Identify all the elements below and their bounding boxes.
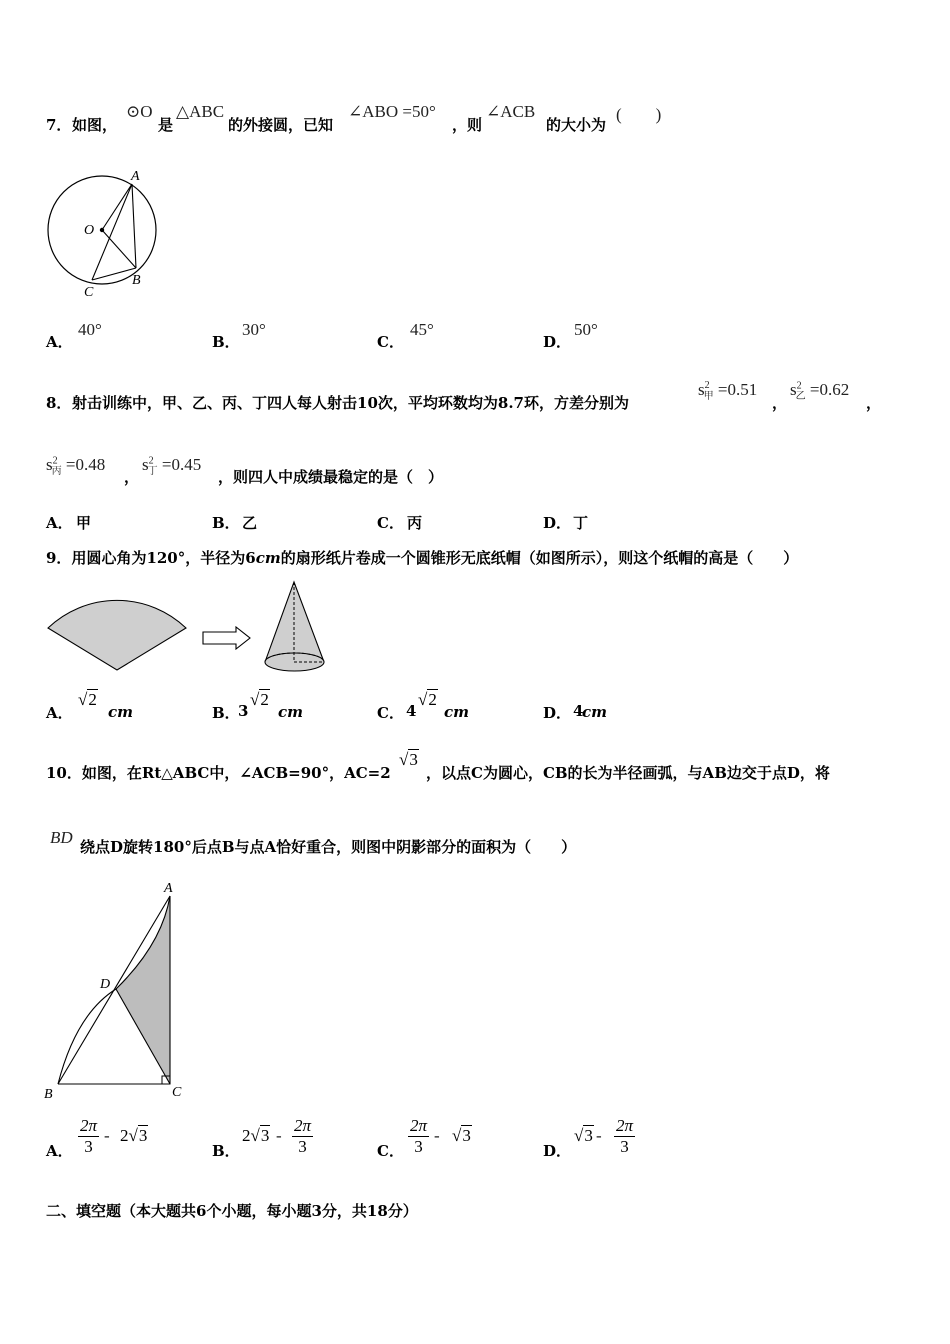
q7-label-c: C [84, 285, 94, 300]
q10-option-c-label[interactable]: C． [377, 1142, 404, 1160]
q7-figure [40, 164, 170, 304]
q7-label-a: A [131, 169, 140, 184]
q7-label-o: O [84, 223, 95, 238]
q8-comma-1: ， [772, 394, 788, 412]
q9-option-c-label[interactable]: C． [377, 704, 404, 722]
q10-option-b-label[interactable]: B． [212, 1142, 240, 1160]
q9-option-b-value: √2 [250, 690, 269, 709]
q10-option-c-sqrt: √3 [452, 1126, 471, 1145]
q8-option-a-value: 甲 [76, 514, 92, 532]
q10-label-c: C [172, 1085, 182, 1100]
q9-option-b-coef: 3 [238, 702, 249, 720]
q7-option-d-value: 50° [574, 320, 598, 339]
q7-text-1: 如图， [72, 116, 118, 134]
q9-option-d-coef: 4 [573, 702, 584, 720]
section-2-title: 二、填空题（本大题共6个小题，每小题3分，共18分） [46, 1202, 418, 1220]
q10-text-3: 绕点D旋转180°后点B与点A恰好重合，则图中阴影部分的面积为（ ） [80, 838, 577, 856]
q7-text-5: 的大小为 [546, 116, 607, 134]
q8-text-1: 射击训练中，甲、乙、丙、丁四人每人射击10次，平均环数均为8.7环，方差分别为 [72, 394, 629, 412]
q10-label-a: A [164, 881, 173, 896]
q9-sector-shape [48, 600, 186, 670]
q9-option-b-unit: cm [278, 703, 304, 721]
q10-option-d-frac: $\frac{2\pi}{3}$ [616, 1116, 634, 1156]
q9-number: 9．用圆心角为120°，半径为6cm的扇形纸片卷成一个圆锥形无底纸帽（如图所示），则这个纸帽的高是（ ） [46, 549, 799, 567]
q9-arrow-shape [203, 627, 250, 649]
q8-option-c-label[interactable]: C． [377, 514, 404, 532]
q9-figure [40, 578, 340, 678]
q7-option-c-value: 45° [410, 320, 434, 339]
q7-option-c-label[interactable]: C． [377, 333, 404, 351]
q8-variance-bing: $s^2_丙 =0.48$ [46, 455, 106, 478]
q7-label-b: B [132, 273, 141, 288]
q9-option-a-unit: cm [108, 703, 134, 721]
q10-option-a-sqrt: 2√3 [120, 1126, 148, 1145]
q8-option-b-value: 乙 [242, 514, 258, 532]
q10-option-b-sep: - [276, 1126, 282, 1145]
q8-option-c-value: 丙 [407, 514, 423, 532]
q8-text-2: ，则四人中成绩最稳定的是（ ） [218, 468, 444, 486]
q8-comma-2: ， [866, 394, 882, 412]
q10-option-b-frac: $\frac{2\pi}{3}$ [294, 1116, 312, 1156]
q9-option-a-value: √2 [78, 690, 97, 709]
q7-math-circle: ⊙O [126, 102, 153, 121]
q8-option-d-value: 丁 [573, 514, 589, 532]
q9-option-d-unit: cm [582, 703, 608, 721]
q8-option-a-label[interactable]: A． [46, 514, 73, 532]
q7-math-angle-abo: ∠ABO =50° [348, 102, 436, 121]
q9-option-c-value: √2 [418, 690, 437, 709]
q10-option-d-sep: - [596, 1126, 602, 1145]
q10-label-b: B [44, 1087, 53, 1102]
q9-option-b-label[interactable]: B． [212, 704, 240, 722]
q7-option-a-value: 40° [78, 320, 102, 339]
q10-option-a-label[interactable]: A． [46, 1142, 73, 1160]
q7-math-angle-acb: ∠ACB [486, 102, 536, 121]
q8-comma-3: ， [124, 468, 140, 486]
q7-number: 7． [46, 116, 72, 134]
q10-sqrt: √3 [399, 750, 418, 769]
q10-label-d: D [100, 977, 111, 992]
q10-option-a-frac: $\frac{2\pi}{3}$ [80, 1116, 98, 1156]
q9-option-c-coef: 4 [406, 702, 417, 720]
q7-text-3: 的外接圆，已知 [228, 116, 334, 134]
q10-text-2: ，以点C为圆心，CB的长为半径画弧，与AB边交于点D，将 [426, 764, 830, 782]
q7-paren: ( ) [616, 105, 662, 124]
q10-arc-bd: BD [50, 828, 73, 847]
q10-option-c-frac: $\frac{2\pi}{3}$ [410, 1116, 428, 1156]
q7-text-2: 是 [158, 116, 174, 134]
q7-option-d-label[interactable]: D． [543, 333, 572, 351]
q9-option-d-label[interactable]: D． [543, 704, 572, 722]
q9-option-c-unit: cm [444, 703, 470, 721]
q7-option-b-value: 30° [242, 320, 266, 339]
q7-text-4: ，则 [452, 116, 483, 134]
q10-option-a-sep: - [104, 1126, 110, 1145]
q7-option-a-label[interactable]: A． [46, 333, 73, 351]
q10-figure [38, 876, 198, 1106]
q8-variance-jia: $s^2_甲 =0.51$ [698, 380, 758, 403]
q7-math-triangle: △ABC [176, 102, 225, 121]
q9-option-a-label[interactable]: A． [46, 704, 73, 722]
q10-text-1: 10．如图，在Rt△ABC中，∠ACB=90°，AC=2 [46, 764, 391, 782]
q8-option-d-label[interactable]: D． [543, 514, 572, 532]
q10-option-d-label[interactable]: D． [543, 1142, 572, 1160]
q10-option-d-sqrt: √3 [574, 1126, 593, 1145]
q8-variance-yi: $s^2_乙 =0.62$ [790, 380, 850, 403]
q8-variance-ding: $s^2_丁 =0.45$ [142, 455, 202, 478]
q8-number: 8． [46, 394, 72, 412]
q10-option-b-sqrt: 2√3 [242, 1126, 270, 1145]
q7-option-b-label[interactable]: B． [212, 333, 240, 351]
q8-option-b-label[interactable]: B． [212, 514, 240, 532]
q10-option-c-sep: - [434, 1126, 440, 1145]
